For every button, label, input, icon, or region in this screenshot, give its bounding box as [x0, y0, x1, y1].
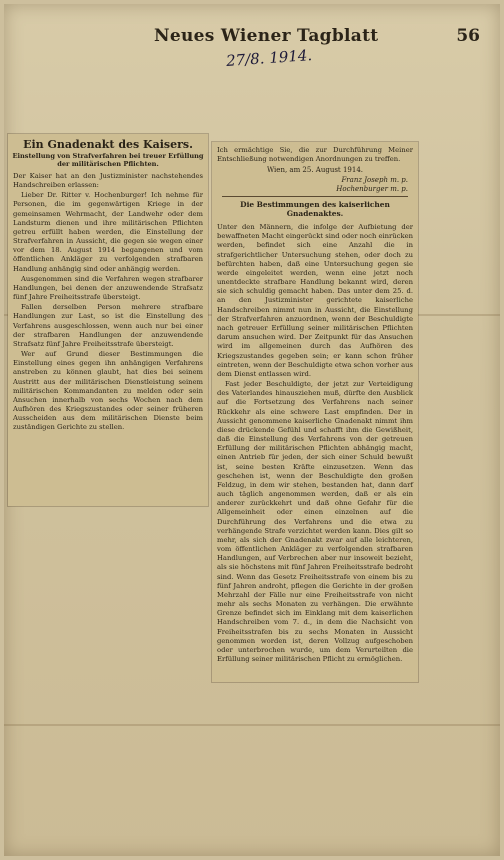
article-paragraph: Fast jeder Beschuldigte, der jetzt zur Verteidigung des Vaterlandes hinausziehen muß, dürfte den Ausblick auf die Fortsetzung des Verfahrens nach seiner Rückkehr als eine schwere Last empfinden. Der in Aussicht genommene kaiserliche Gnadenakt nimmt ihm diese drückende Gefühl und schafft ihm die Gewißheit, daß die Einstellung des Verfahrens von der getreuen Erfüllung der militärischen Pflichten abhängig macht, einen Antrieb für jeden, der sich einer Schuld bewußt ist, seine besten Kräfte einzusetzen. Wenn das geschehen ist, wenn der Beschuldigte den großen Feldzug, in dem wir stehen, bestanden hat, dann darf auch täglich angenommen werden, daß er als ein anderer zurückkehrt und daß ohne Gefahr für die Allgemeinheit oder einen einzelnen auf die Durchführung des Verfahrens und die etwa zu verhängende Strafe verzichtet werden kann. Dies gilt so mehr, als sich der Gnadenakt zwar auf alle leichteren, vom öffentlichen Ankläger zu verfolgenden strafbaren Handlungen, auf Verbrechen aber nur insoweit bezieht, als sie höchstens mit fünf Jahren Freiheitsstrafe bedroht sind. Wenn das Gesetz Freiheitsstrafe von einem bis zu fünf Jahren androht, pflegen die Gerichte in der großen Mehrzahl der Fälle nur eine Freiheitsstrafe von nicht mehr als sechs Monaten zu verhängen. Die erwähnte Grenze befindet sich im Einklang mit dem kaiserlichen Handschreiben vom 7. d., in dem die Nachsicht von Freiheitsstrafen bis zu sechs Monaten in Aussicht genommen worden ist, deren Vollzug aufgeschoben oder unterbrochen wurde, um dem Verurteilten die Erfüllung seiner militärischen Pflicht zu ermöglichen.	[217, 380, 413, 664]
divider	[222, 196, 408, 197]
article-paragraph: Wer auf Grund dieser Bestimmungen die Einstellung eines gegen ihn anhängigen Verfahrens anstreben zu können glaubt, hat dies bei seinem Austritt aus der militärischen Dienstleistung seinem militärischen Kommandanten zu melden oder sein Ansuchen innerhalb von sechs Wochen nach dem Aufhören des Kriegszustandes oder seiner früheren Ausscheiden aus dem militärischen Dienste beim zuständigen Gerichte zu stellen.	[13, 350, 203, 432]
article-paragraph: Der Kaiser hat an den Justizminister nachstehendes Handschreiben erlassen:	[13, 171, 203, 189]
newspaper-clipping-left	[8, 134, 208, 506]
article-subtitle: Einstellung von Strafverfahren bei treuer Erfüllung der militärischen Pflichten.	[12, 152, 204, 168]
page-fold	[4, 724, 500, 726]
date-line: Wien, am 25. August 1914.	[266, 166, 364, 175]
signature: Franz Joseph m. p.	[341, 176, 408, 185]
article-paragraph: Unter den Männern, die infolge der Aufbietung der bewaffneten Macht eingerückt sind oder noch einrücken werden, befindet sich eine Anzahl die in strafgerichtlicher Untersuchung stehen, oder doch zu befürchten haben, daß eine Untersuchung gegen sie werde eingeleitet werden, wenn eine jetzt noch unentdeckte strafbare Handlung bekannt wird, deren sie sich schuldig gemacht haben. Das unter dem 25. d. an den Justizminister gerichtete kaiserliche Handschreiben nimmt nun in Aussicht, die Einstellung der Strafverfahren anzuordnen, wenn der Beschuldigte nach getreuer Erfüllung seiner militärischen Pflichten darum ansuchen wird. Der Zeitpunkt für das Ansuchen wird im allgemeinen durch das Aufhören des Kriegszustandes gegeben sein; er kann schon früher eintreten, wenn der Beschuldigte etwa schon vorher aus dem Dienst entlassen wird.	[217, 223, 414, 378]
page-number: 56	[456, 26, 480, 46]
article-paragraph: Ausgenommen sind die Verfahren wegen strafbarer Handlungen, bei denen der anzuwendende Strafsatz fünf Jahre Freiheitsstrafe übersteigt.	[13, 274, 203, 302]
article-title: Ein Gnadenakt des Kaisers.	[23, 138, 193, 151]
newspaper-page	[4, 4, 500, 856]
section-title: Die Bestimmungen des kaiserlichen Gnadenaktes.	[240, 200, 390, 219]
article-paragraph: Ich ermächtige Sie, die zur Durchführung Meiner Entschließung notwendigen Anordnungen zu treffen.	[217, 146, 413, 164]
newspaper-clipping-right	[212, 142, 418, 682]
handwritten-date: 27/8. 1914.	[225, 46, 313, 70]
masthead: Neues Wiener Tagblatt	[154, 26, 379, 46]
signature: Hochenburger m. p.	[336, 185, 408, 194]
article-paragraph: Lieber Dr. Ritter v. Hochenburger! Ich nehme für Personen, die im gegenwärtigen Kriege in der gemeinsamen Wehrmacht, der Landwehr oder dem Landsturm dienen und ihre militärischen Pflichten getreu erfüllt haben werden, die Einstellung der Strafverfahren in Aussicht, die gegen sie wegen einer vor dem 18. August 1914 begangenen und vom öffentlichen Ankläger zu verfolgenden strafbaren Handlung anhängig sind oder anhängig werden.	[13, 191, 203, 273]
article-paragraph: Fallen derselben Person mehrere strafbare Handlungen zur Last, so ist die Einstellung des Verfahrens ausgeschlossen, wenn auch nur bei einer der strafbaren Handlungen der anzuwendende Strafsatz fünf Jahre Freiheitsstrafe übersteigt.	[13, 303, 203, 348]
